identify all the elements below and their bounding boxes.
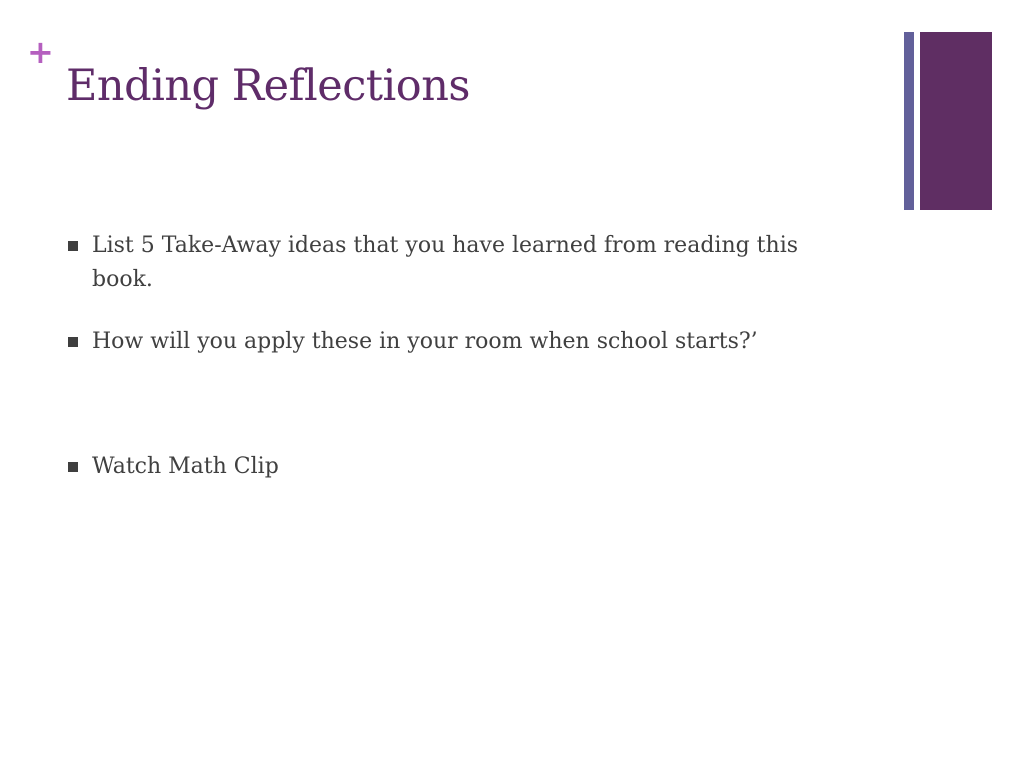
accent-bar-thin	[904, 32, 914, 210]
slide-title: Ending Reflections	[66, 61, 470, 111]
bullet-text: List 5 Take-Away ideas that you have learned from reading this book.	[92, 233, 799, 292]
bullet-text: How will you apply these in your room when school starts?’	[92, 329, 758, 354]
plus-mark-icon: +	[27, 33, 54, 71]
square-bullet-icon	[68, 337, 78, 347]
bullet-list	[68, 229, 858, 484]
bullet-item-takeaways	[68, 229, 858, 297]
square-bullet-icon	[68, 462, 78, 472]
bullet-text: Watch Math Clip	[92, 454, 279, 479]
accent-bar-thick	[920, 32, 992, 210]
square-bullet-icon	[68, 241, 78, 251]
bullet-item-apply	[68, 325, 858, 359]
bullet-item-math-clip	[68, 450, 858, 484]
